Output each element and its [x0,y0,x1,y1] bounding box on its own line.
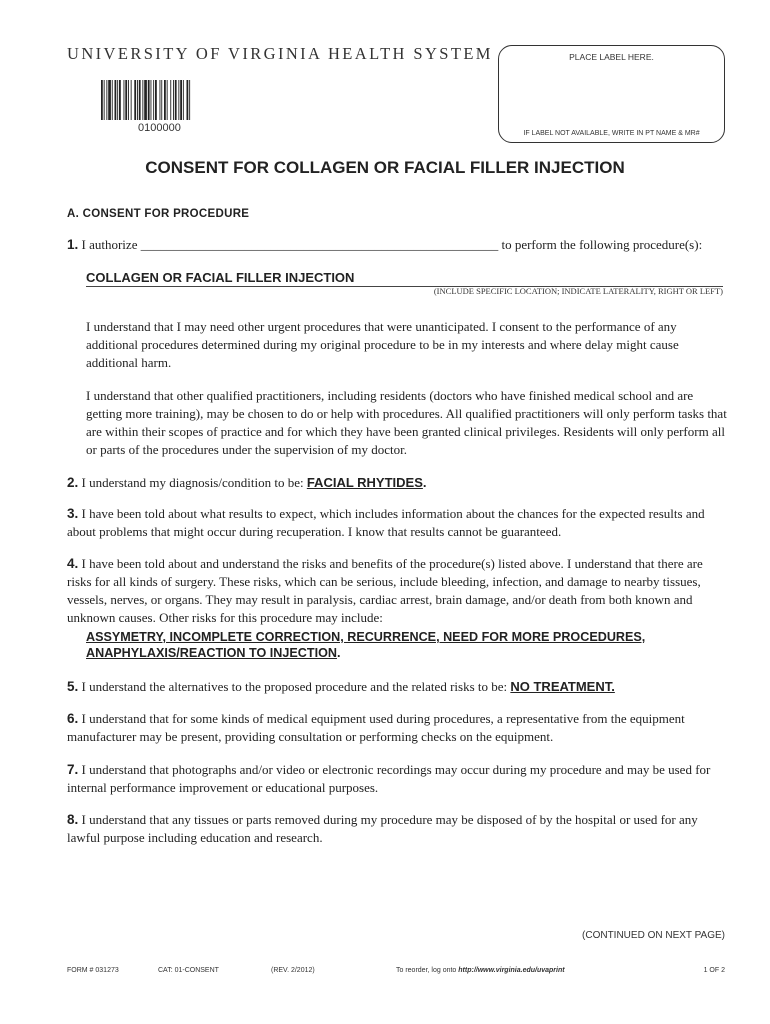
barcode-bar [155,80,157,120]
item-6-equipment [67,710,727,746]
barcode-bar [101,80,103,120]
item-number: 6. [67,711,79,726]
barcode-bar [175,80,177,120]
barcode-bar [189,80,190,120]
item-number: 1. [67,237,79,252]
barcode-bar [112,80,113,120]
item-3-results [67,505,727,541]
section-heading: A. CONSENT FOR PROCEDURE [67,208,250,220]
barcode-bar [144,80,147,120]
barcode-bar [108,80,111,120]
document-title: CONSENT FOR COLLAGEN OR FACIAL FILLER INJECTION [145,158,625,177]
barcode-bar [115,80,117,120]
diagnosis-value: FACIAL RHYTIDES [306,475,423,490]
item-number: 5. [67,679,79,694]
barcode-bar [178,80,179,120]
barcode-bar [131,80,132,120]
item-1-paragraph-2: I understand that other qualified practitioners, including residents (doctors who have finished medical school and are getting more training), may be chosen to do or help with procedures. All qualified practitioners will only perform tasks that are within their scopes of practice and for which they have been granted clinical privileges. Residents will only perform all or parts of the procedures under the supervision of my doctor. [86,388,727,457]
label-box-title: PLACE LABEL HERE. [569,52,654,62]
barcode-bar [151,80,152,120]
barcode-bar [161,80,162,120]
item-3-text: I have been told about what results to expect, which includes information about the chances for the expected results and about problems that might occur during recuperation. I know that results cannot be guaranteed. [67,506,705,539]
barcode-bar [187,80,189,120]
item-1-paragraph-1: I understand that I may need other urgent procedures that were unanticipated. I consent to the performance of any additional procedures determined during my original procedure to be in my interests and where delay might cause additional harm. [86,319,679,370]
reorder-note [396,967,565,974]
alternatives-value: NO TREATMENT. [510,679,615,694]
barcode-bar [170,80,171,120]
risks-line-1: ASSYMETRY, INCOMPLETE CORRECTION, RECURRENCE, NEED FOR MORE PROCEDURES, [86,630,646,644]
item-number: 2. [67,475,79,490]
item-2-diagnosis [67,474,727,492]
barcode-bar [125,80,127,120]
item-number: 4. [67,556,79,571]
barcode-bar [153,80,154,120]
item-2-end: . [422,475,427,490]
barcode-bar [134,80,136,120]
item-number: 3. [67,506,79,521]
item-4-risks [67,555,727,627]
barcode-bar [183,80,184,120]
item-number: 8. [67,812,79,827]
item-1-authorize [67,236,727,254]
barcode-bar [106,80,107,120]
form-category: CAT: 01-CONSENT [158,967,219,974]
continued-note: (CONTINUED ON NEXT PAGE) [582,930,725,941]
barcode-bar [137,80,138,120]
item-7-recordings [67,761,727,797]
barcode-bar [180,80,182,120]
item-4-end: . [336,646,341,660]
item-8-tissues [67,811,727,847]
form-number: FORM # 031273 [67,967,119,974]
item-1-suffix: to perform the following procedure(s): [501,237,703,252]
barcode-bar [142,80,143,120]
risks-line-2: ANAPHYLAXIS/REACTION TO INJECTION [86,646,337,660]
barcode-bar [148,80,150,120]
org-name: UNIVERSITY OF VIRGINIA HEALTH SYSTEM [67,44,493,63]
form-revision: (REV. 2/2012) [271,967,315,974]
procedure-field[interactable] [86,270,723,287]
barcode-bar [173,80,174,120]
item-2-text: I understand my diagnosis/condition to be: [81,475,304,490]
procedure-name: COLLAGEN OR FACIAL FILLER INJECTION [86,270,355,285]
barcode-bar [164,80,166,120]
reorder-link[interactable]: http://www.virginia.edu/uvaprint [458,967,565,974]
page-number: 1 OF 2 [703,967,725,974]
item-number: 7. [67,762,79,777]
item-8-text: I understand that any tissues or parts removed during my procedure may be disposed of by the hospital or used for any lawful purpose including education and research. [67,812,698,845]
label-box-note: IF LABEL NOT AVAILABLE, WRITE IN PT NAME & MR# [523,130,700,137]
item-4-text: I have been told about and understand the risks and benefits of the procedure(s) listed above. I understand that there are risks for all kinds of surgery. These risks, which can be serious, include bleeding, infection, and damage to nearby tissues, vessels, nerves, or organs. They may result in paralysis, cardiac arrest, brain damage, and/or death from both known and unknown causes. Other risks for this procedure may include: [67,556,703,625]
procedure-field-note: (INCLUDE SPECIFIC LOCATION; INDICATE LATERALITY, RIGHT OR LEFT) [433,286,723,296]
item-7-text: I understand that photographs and/or video or electronic recordings may occur during my procedure and may be used for internal performance improvement or educational purposes. [67,762,711,795]
barcode-number: 0100000 [138,122,181,134]
barcode [101,80,226,120]
item-6-text: I understand that for some kinds of medical equipment used during procedures, a representative from the equipment manufacturer may be present, providing consultation or performing checks on the equipment. [67,711,685,744]
item-5-text: I understand the alternatives to the proposed procedure and the related risks to be: [81,679,508,694]
patient-label-box[interactable] [498,45,725,143]
barcode-bar [104,80,105,120]
barcode-bar [117,80,118,120]
reorder-prefix: To reorder, log onto [396,967,457,974]
barcode-bar [124,80,125,120]
barcode-bar [167,80,168,120]
barcode-bar [119,80,121,120]
item-5-alternatives [67,678,727,696]
barcode-bar [128,80,129,120]
barcode-bar [160,80,161,120]
barcode-bar [139,80,141,120]
item-1-prefix: I authorize [81,237,138,252]
authorized-practitioner-blank[interactable]: _______________________________________________________ [140,237,499,252]
risks-line-2-wrap [86,645,340,661]
